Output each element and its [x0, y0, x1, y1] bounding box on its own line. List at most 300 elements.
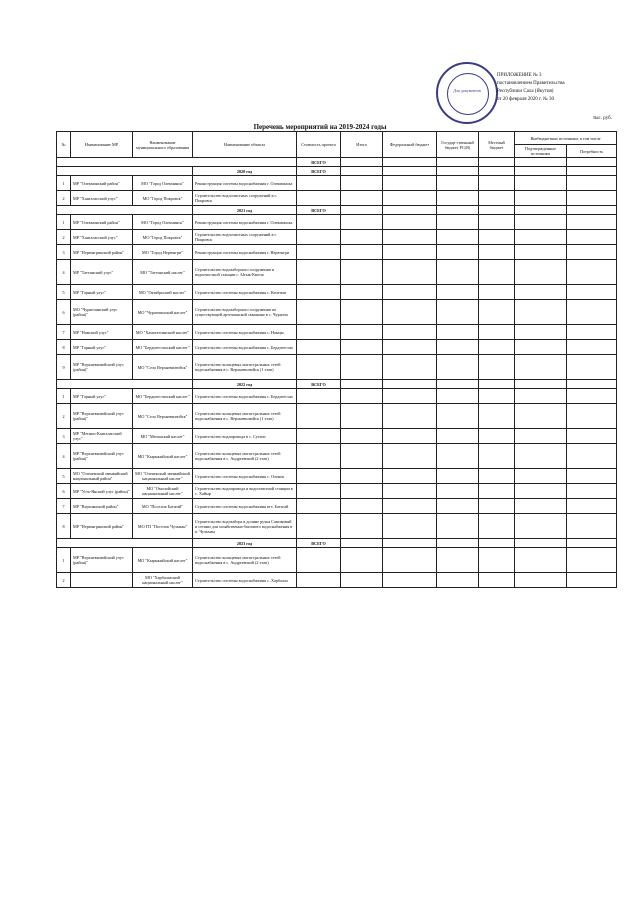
- row-mo: МО "Харбалахский национальный наслег": [133, 573, 193, 588]
- row-local: [479, 484, 515, 499]
- approval-line-2: постановлением Правительства: [497, 81, 565, 86]
- row-mo: МО "Омолойский национальный наслег": [133, 484, 193, 499]
- grand-total-local: [479, 158, 515, 167]
- approval-block: [497, 72, 615, 104]
- year-sum-need: [567, 206, 617, 215]
- row-cost: [297, 230, 341, 245]
- year-sum-confirmed: [515, 539, 567, 548]
- header-extra-need: Потребность: [567, 145, 617, 158]
- row-mo: МО "Хамагаттинский наслег": [133, 325, 193, 340]
- row-federal: [383, 325, 437, 340]
- row-object: Строительство водозабора в долине ручья Самоковый и сетями для хозяйственно-бытового водоснабжения в п. Чульман: [193, 514, 297, 539]
- row-state: [437, 325, 479, 340]
- header-local: Местный бюджет: [479, 132, 515, 158]
- row-object: Строительство кольцевых магистральных сетей водоснабжения в с. Андреевский (2 этап): [193, 548, 297, 573]
- table-row: [57, 404, 617, 429]
- row-cost: [297, 340, 341, 355]
- row-total: [341, 340, 383, 355]
- row-federal: [383, 245, 437, 260]
- row-local: [479, 285, 515, 300]
- row-mo: МО "Город Нерюнгри": [133, 245, 193, 260]
- row-mr: МР "Хангаласский улус": [71, 230, 133, 245]
- row-need: [567, 404, 617, 429]
- row-number: 2: [57, 404, 71, 429]
- row-cost: [297, 285, 341, 300]
- row-number: 2: [57, 230, 71, 245]
- row-confirmed: [515, 260, 567, 285]
- row-mr: МР "Нерюнгринский район": [71, 245, 133, 260]
- row-need: [567, 325, 617, 340]
- row-federal: [383, 548, 437, 573]
- row-local: [479, 230, 515, 245]
- row-number: 2: [57, 191, 71, 206]
- table-row: [57, 355, 617, 380]
- grand-total-confirmed: [515, 158, 567, 167]
- row-federal: [383, 230, 437, 245]
- row-federal: [383, 300, 437, 325]
- table-row: [57, 444, 617, 469]
- row-state: [437, 389, 479, 404]
- year-sum-federal: [383, 206, 437, 215]
- row-object: Строительство водоочистных сооружений в г. Покровск: [193, 230, 297, 245]
- year-sum-need: [567, 167, 617, 176]
- row-federal: [383, 484, 437, 499]
- row-mr: МО "Оленекский эвенкийский национальный район": [71, 469, 133, 484]
- row-object: Строительство кольцевых магистральных сетей водоснабжения в с. Верхневилюйск (1 этап): [193, 404, 297, 429]
- row-cost: [297, 260, 341, 285]
- row-mr: МР "Верхневилюйский улус (район)": [71, 404, 133, 429]
- row-total: [341, 215, 383, 230]
- year-sum-confirmed: [515, 167, 567, 176]
- row-state: [437, 176, 479, 191]
- row-number: 3: [57, 245, 71, 260]
- row-total: [341, 404, 383, 429]
- header-federal: Федеральный бюджет: [383, 132, 437, 158]
- year-label: 2023 год: [193, 539, 297, 548]
- row-mr: МР "Мегино-Кангаласский улус": [71, 429, 133, 444]
- row-need: [567, 469, 617, 484]
- row-need: [567, 389, 617, 404]
- table-row: [57, 573, 617, 588]
- header-row: [57, 132, 617, 145]
- grand-total-spacer: [57, 158, 297, 167]
- header-extra: Внебюджетные источники, в том числе: [515, 132, 617, 145]
- row-federal: [383, 215, 437, 230]
- year-sum-need: [567, 539, 617, 548]
- row-mo: МО "Октябрьский наслег": [133, 285, 193, 300]
- row-local: [479, 429, 515, 444]
- grand-total-label: ВСЕГО: [297, 158, 341, 167]
- row-mr: МР "Таттинский улус": [71, 260, 133, 285]
- row-state: [437, 340, 479, 355]
- row-cost: [297, 245, 341, 260]
- row-total: [341, 260, 383, 285]
- header-object: Наименование объекта: [193, 132, 297, 158]
- row-object: Строительство системы водоснабжения с. Харбалах: [193, 573, 297, 588]
- year-sum-federal: [383, 167, 437, 176]
- table-row: [57, 514, 617, 539]
- row-confirmed: [515, 245, 567, 260]
- row-mo: МО "Кырыкыйский наслег": [133, 444, 193, 469]
- row-local: [479, 355, 515, 380]
- row-state: [437, 300, 479, 325]
- row-mr: МР "Верхневилюйский улус (район)": [71, 444, 133, 469]
- row-federal: [383, 444, 437, 469]
- row-object: Строительство кольцевых магистральных сетей водоснабжения в с. Верхневилюйск (1 этап): [193, 355, 297, 380]
- row-mr: МР "Олекминский район": [71, 215, 133, 230]
- row-total: [341, 484, 383, 499]
- row-need: [567, 429, 617, 444]
- row-federal: [383, 389, 437, 404]
- row-confirmed: [515, 191, 567, 206]
- row-local: [479, 340, 515, 355]
- row-mr: МР "Верхневилюйский улус (район)": [71, 355, 133, 380]
- row-object: Строительство системы водоснабжения с. Бердигестях: [193, 340, 297, 355]
- row-need: [567, 548, 617, 573]
- row-state: [437, 191, 479, 206]
- units-label: тыс. руб.: [593, 116, 612, 121]
- row-confirmed: [515, 404, 567, 429]
- row-federal: [383, 176, 437, 191]
- row-number: 6: [57, 484, 71, 499]
- year-sum-total: [341, 380, 383, 389]
- row-federal: [383, 499, 437, 514]
- row-federal: [383, 429, 437, 444]
- table-row: [57, 176, 617, 191]
- row-object: Строительство системы водоснабжения с. Намцы: [193, 325, 297, 340]
- year-spacer: [57, 206, 193, 215]
- row-local: [479, 499, 515, 514]
- row-need: [567, 573, 617, 588]
- row-total: [341, 499, 383, 514]
- year-label: 2022 год: [193, 380, 297, 389]
- row-total: [341, 444, 383, 469]
- header-state: Государ-ственный бюджет РС(Я): [437, 132, 479, 158]
- row-local: [479, 245, 515, 260]
- row-object: Реконструкция системы водоснабжения г. Нерюнгри: [193, 245, 297, 260]
- grand-total-federal: [383, 158, 437, 167]
- measures-table: [56, 131, 617, 588]
- approval-line-1: ПРИЛОЖЕНИЕ № 3: [497, 73, 542, 78]
- row-total: [341, 285, 383, 300]
- row-need: [567, 176, 617, 191]
- row-number: 1: [57, 389, 71, 404]
- row-federal: [383, 355, 437, 380]
- table-row: [57, 389, 617, 404]
- row-local: [479, 325, 515, 340]
- row-confirmed: [515, 285, 567, 300]
- row-total: [341, 300, 383, 325]
- row-need: [567, 444, 617, 469]
- year-spacer: [57, 167, 193, 176]
- row-cost: [297, 191, 341, 206]
- row-confirmed: [515, 573, 567, 588]
- row-need: [567, 355, 617, 380]
- row-number: 1: [57, 548, 71, 573]
- year-total-label: ВСЕГО: [297, 380, 341, 389]
- row-total: [341, 548, 383, 573]
- row-mr: МР "Хангаласский улус": [71, 191, 133, 206]
- row-state: [437, 285, 479, 300]
- row-object: Реконструкция системы водоснабжения г. Олекминска: [193, 215, 297, 230]
- row-object: Строительство водоочистных сооружений в г. Покровск: [193, 191, 297, 206]
- row-object: Строительство водопровода в с. Сутаги: [193, 429, 297, 444]
- table-row: [57, 191, 617, 206]
- row-total: [341, 389, 383, 404]
- row-object: Строительство системы водоснабжения с. Оленек: [193, 469, 297, 484]
- row-federal: [383, 285, 437, 300]
- row-cost: [297, 484, 341, 499]
- row-confirmed: [515, 469, 567, 484]
- row-object: Строительство системы водоснабжения пгт. Батагай: [193, 499, 297, 514]
- row-total: [341, 469, 383, 484]
- row-number: 4: [57, 444, 71, 469]
- row-object: Строительство системы водоснабжения с. Бердигестях: [193, 389, 297, 404]
- year-label: 2020 год: [193, 167, 297, 176]
- year-sum-state: [437, 167, 479, 176]
- year-sum-confirmed: [515, 206, 567, 215]
- year-total-label: ВСЕГО: [297, 167, 341, 176]
- year-spacer: [57, 380, 193, 389]
- row-mo: МО "Бердигестяхский наслег": [133, 389, 193, 404]
- row-state: [437, 215, 479, 230]
- row-federal: [383, 573, 437, 588]
- year-sum-state: [437, 206, 479, 215]
- year-sum-total: [341, 167, 383, 176]
- row-need: [567, 245, 617, 260]
- row-cost: [297, 573, 341, 588]
- row-total: [341, 176, 383, 191]
- round-seal-stamp-icon: [436, 62, 498, 124]
- row-mr: МР "Горный улус": [71, 340, 133, 355]
- row-state: [437, 429, 479, 444]
- table-row: [57, 548, 617, 573]
- row-mr: МР "Верхоянский район": [71, 499, 133, 514]
- row-mr: МР "Намский улус": [71, 325, 133, 340]
- row-cost: [297, 514, 341, 539]
- row-number: 1: [57, 215, 71, 230]
- row-confirmed: [515, 230, 567, 245]
- row-state: [437, 230, 479, 245]
- row-total: [341, 191, 383, 206]
- row-local: [479, 514, 515, 539]
- row-local: [479, 176, 515, 191]
- row-number: 8: [57, 340, 71, 355]
- row-local: [479, 469, 515, 484]
- year-total-label: ВСЕГО: [297, 539, 341, 548]
- year-sum-federal: [383, 380, 437, 389]
- row-mr: МР "Верхневилюйский улус (район)": [71, 548, 133, 573]
- row-mo: МО "Село Верхневилюйск": [133, 404, 193, 429]
- document-title: Перечень мероприятий на 2019-2024 годы: [253, 123, 387, 131]
- grand-total-row: [57, 158, 617, 167]
- row-state: [437, 548, 479, 573]
- row-local: [479, 548, 515, 573]
- row-confirmed: [515, 176, 567, 191]
- row-mo: МО "Кырыкыйский наслег": [133, 548, 193, 573]
- row-mo: МО "Чурапчинский наслег": [133, 300, 193, 325]
- table-row: [57, 340, 617, 355]
- row-federal: [383, 404, 437, 429]
- approval-line-3: Республики Саха (Якутия): [497, 89, 554, 94]
- row-mr: МР "Горный улус": [71, 285, 133, 300]
- row-total: [341, 355, 383, 380]
- row-mo: МО "Таттинский наслег": [133, 260, 193, 285]
- row-state: [437, 444, 479, 469]
- row-number: 4: [57, 260, 71, 285]
- year-sum-total: [341, 206, 383, 215]
- year-sum-state: [437, 539, 479, 548]
- year-total-row: [57, 380, 617, 389]
- row-cost: [297, 389, 341, 404]
- row-federal: [383, 469, 437, 484]
- row-object: Строительство кольцевых магистральных сетей водоснабжения в с. Андреевский (2 этап): [193, 444, 297, 469]
- row-federal: [383, 191, 437, 206]
- row-confirmed: [515, 325, 567, 340]
- row-object: Строительство водозаборного сооружения по существующей артезианской скважине в с. Чурапча: [193, 300, 297, 325]
- table-row: [57, 285, 617, 300]
- header-cost: Стоимость проекта: [297, 132, 341, 158]
- header-extra-confirmed: Подтвержденные источники: [515, 145, 567, 158]
- row-mo: МО "Оленекский эвенкийский национальный наслег": [133, 469, 193, 484]
- year-spacer: [57, 539, 193, 548]
- row-local: [479, 215, 515, 230]
- year-sum-local: [479, 206, 515, 215]
- row-total: [341, 573, 383, 588]
- year-total-row: [57, 206, 617, 215]
- table-row: [57, 469, 617, 484]
- row-mo: МО "Город Покровск": [133, 191, 193, 206]
- row-confirmed: [515, 340, 567, 355]
- row-need: [567, 514, 617, 539]
- row-mo: МО "Мегинский наслег": [133, 429, 193, 444]
- row-confirmed: [515, 514, 567, 539]
- row-number: 1: [57, 176, 71, 191]
- grand-total-need: [567, 158, 617, 167]
- row-local: [479, 300, 515, 325]
- year-sum-federal: [383, 539, 437, 548]
- row-number: 8: [57, 514, 71, 539]
- seal-text: Для документов: [453, 88, 481, 93]
- row-total: [341, 514, 383, 539]
- header-mo: Наименование муниципального образования: [133, 132, 193, 158]
- row-number: 7: [57, 499, 71, 514]
- table-row: [57, 215, 617, 230]
- row-local: [479, 191, 515, 206]
- year-sum-local: [479, 539, 515, 548]
- grand-total-state: [437, 158, 479, 167]
- row-cost: [297, 300, 341, 325]
- row-cost: [297, 355, 341, 380]
- row-cost: [297, 404, 341, 429]
- row-confirmed: [515, 300, 567, 325]
- header-mr: Наименование МР: [71, 132, 133, 158]
- row-mo: МО "Бердигестяхский наслег": [133, 340, 193, 355]
- year-total-label: ВСЕГО: [297, 206, 341, 215]
- row-total: [341, 325, 383, 340]
- row-confirmed: [515, 389, 567, 404]
- row-state: [437, 499, 479, 514]
- header-total: Итого: [341, 132, 383, 158]
- row-mo: МО "Город Олекминск": [133, 215, 193, 230]
- row-mr: МР "Олекминский район": [71, 176, 133, 191]
- row-total: [341, 245, 383, 260]
- row-number: 2: [57, 573, 71, 588]
- row-state: [437, 484, 479, 499]
- row-mo: МО "Село Верхневилюйск": [133, 355, 193, 380]
- row-local: [479, 444, 515, 469]
- row-cost: [297, 469, 341, 484]
- row-need: [567, 340, 617, 355]
- row-number: 5: [57, 469, 71, 484]
- row-object: Реконструкция системы водоснабжения г. Олекминска: [193, 176, 297, 191]
- row-number: 7: [57, 325, 71, 340]
- row-mr: [71, 573, 133, 588]
- year-sum-total: [341, 539, 383, 548]
- year-total-row: [57, 167, 617, 176]
- row-cost: [297, 176, 341, 191]
- row-local: [479, 260, 515, 285]
- row-cost: [297, 215, 341, 230]
- row-confirmed: [515, 499, 567, 514]
- row-number: 6: [57, 300, 71, 325]
- table-row: [57, 484, 617, 499]
- year-label: 2021 год: [193, 206, 297, 215]
- table-row: [57, 300, 617, 325]
- row-federal: [383, 514, 437, 539]
- row-confirmed: [515, 429, 567, 444]
- row-need: [567, 191, 617, 206]
- row-need: [567, 285, 617, 300]
- row-need: [567, 484, 617, 499]
- row-need: [567, 215, 617, 230]
- row-confirmed: [515, 215, 567, 230]
- row-number: 9: [57, 355, 71, 380]
- row-state: [437, 404, 479, 429]
- row-mo: МО "Поселок Батагай": [133, 499, 193, 514]
- row-state: [437, 260, 479, 285]
- year-total-row: [57, 539, 617, 548]
- row-confirmed: [515, 484, 567, 499]
- table-row: [57, 230, 617, 245]
- row-cost: [297, 499, 341, 514]
- row-confirmed: [515, 444, 567, 469]
- table-row: [57, 245, 617, 260]
- table-body: [57, 158, 617, 588]
- row-federal: [383, 340, 437, 355]
- row-need: [567, 499, 617, 514]
- row-confirmed: [515, 548, 567, 573]
- row-state: [437, 469, 479, 484]
- row-need: [567, 300, 617, 325]
- row-state: [437, 245, 479, 260]
- row-object: Строительство системы водоснабжения с. Кептени: [193, 285, 297, 300]
- row-object: Строительство водозаборного сооружения и водоочистной станции с. Ытык-Кюель: [193, 260, 297, 285]
- row-number: 5: [57, 285, 71, 300]
- row-mr: МР "Усть-Янский улус (район)": [71, 484, 133, 499]
- header-num: №: [57, 132, 71, 158]
- row-object: Строительство водопровода и водоочистной станции в с. Хайыр: [193, 484, 297, 499]
- year-sum-state: [437, 380, 479, 389]
- approval-line-4: от 20 февраля 2020 г. № 30: [497, 97, 555, 102]
- year-sum-confirmed: [515, 380, 567, 389]
- row-local: [479, 389, 515, 404]
- row-need: [567, 230, 617, 245]
- row-cost: [297, 444, 341, 469]
- table-row: [57, 260, 617, 285]
- row-cost: [297, 548, 341, 573]
- row-number: 3: [57, 429, 71, 444]
